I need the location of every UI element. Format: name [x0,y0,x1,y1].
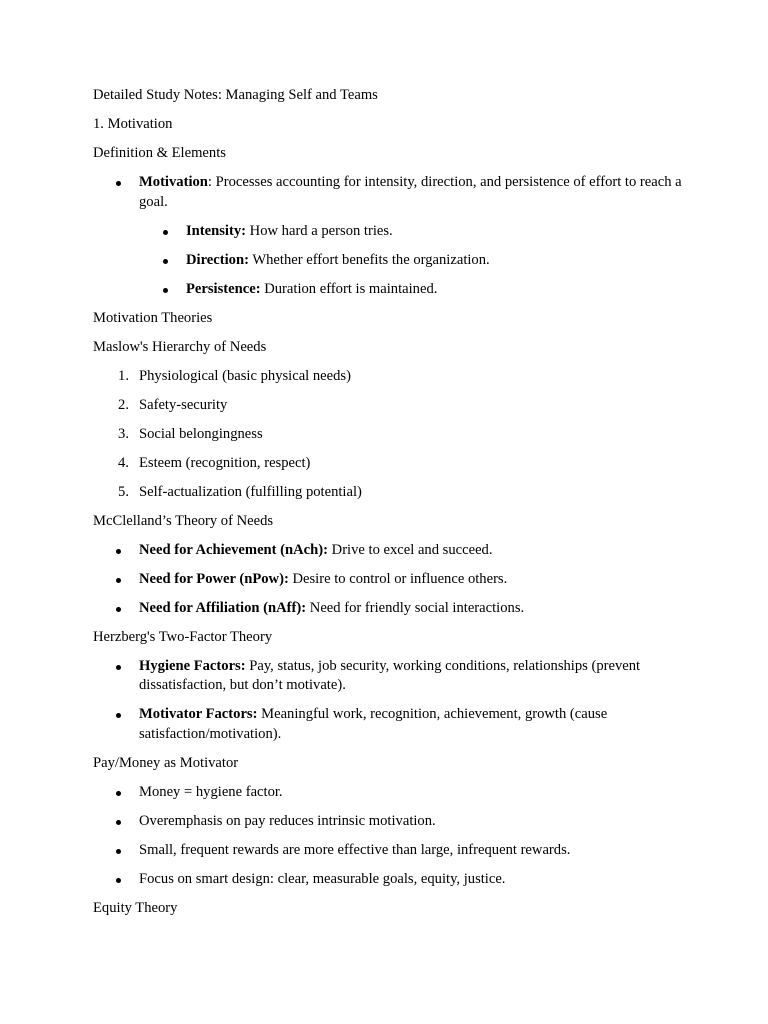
list-item: Hygiene Factors: Pay, status, job security, working conditions, relationships (prevent dissatisfaction, but don’t motivate). [93,657,683,696]
subheading-theories: Motivation Theories [93,309,213,326]
list-item: Need for Affiliation (nAff): Need for friendly social interactions. [93,599,683,619]
bullet-icon [116,791,121,796]
mcclelland-list [93,541,683,619]
list-item: Need for Achievement (nAch): Drive to excel and succeed. [93,541,683,561]
list-item: Focus on smart design: clear, measurable goals, equity, justice. [93,870,683,890]
bullet-icon [116,878,121,883]
list-item: Motivator Factors: Meaningful work, recognition, achievement, growth (cause satisfaction/motivation). [93,705,683,744]
list-item-direction: Direction: Whether effort benefits the organization. [93,251,683,271]
bullet-icon [116,607,121,612]
bullet-icon [116,849,121,854]
list-item: 1. Physiological (basic physical needs) [118,367,351,384]
document-page [93,86,683,928]
bullet-icon [163,259,168,264]
subheading-mcclelland: McClelland’s Theory of Needs [93,512,274,529]
bullet-icon [116,578,121,583]
section-heading-motivation: 1. Motivation [93,116,173,132]
definition-list [93,173,683,299]
list-item: 2. Safety-security [118,396,228,413]
pay-list [93,783,683,890]
list-item: 3. Social belongingness [118,425,263,442]
list-item: 4. Esteem (recognition, respect) [118,454,311,471]
list-item-motivation: Motivation: Processes accounting for intensity, direction, and persistence of effort to reach a goal. [93,173,683,212]
bullet-icon [116,713,121,718]
subheading-definition: Definition & Elements [93,145,226,161]
bullet-icon [116,665,121,670]
subheading-maslow: Maslow's Hierarchy of Needs [93,338,267,355]
bullet-icon [116,549,121,554]
subheading-equity: Equity Theory [93,899,178,916]
herzberg-list [93,657,683,745]
list-item-intensity: Intensity: How hard a person tries. [93,222,683,242]
list-item-persistence: Persistence: Duration effort is maintained. [93,280,683,300]
subheading-pay: Pay/Money as Motivator [93,754,239,771]
list-item: Small, frequent rewards are more effective than large, infrequent rewards. [93,841,683,861]
maslow-list [93,367,683,503]
bullet-icon [116,820,121,825]
document-title: Detailed Study Notes: Managing Self and Teams [93,87,378,103]
list-item: Money = hygiene factor. [93,783,683,803]
bullet-icon [163,230,168,235]
list-item: Overemphasis on pay reduces intrinsic motivation. [93,812,683,832]
bullet-icon [116,181,121,186]
list-item: 5. Self-actualization (fulfilling potential) [118,483,362,500]
bullet-icon [163,288,168,293]
list-item: Need for Power (nPow): Desire to control or influence others. [93,570,683,590]
subheading-herzberg: Herzberg's Two-Factor Theory [93,628,273,645]
